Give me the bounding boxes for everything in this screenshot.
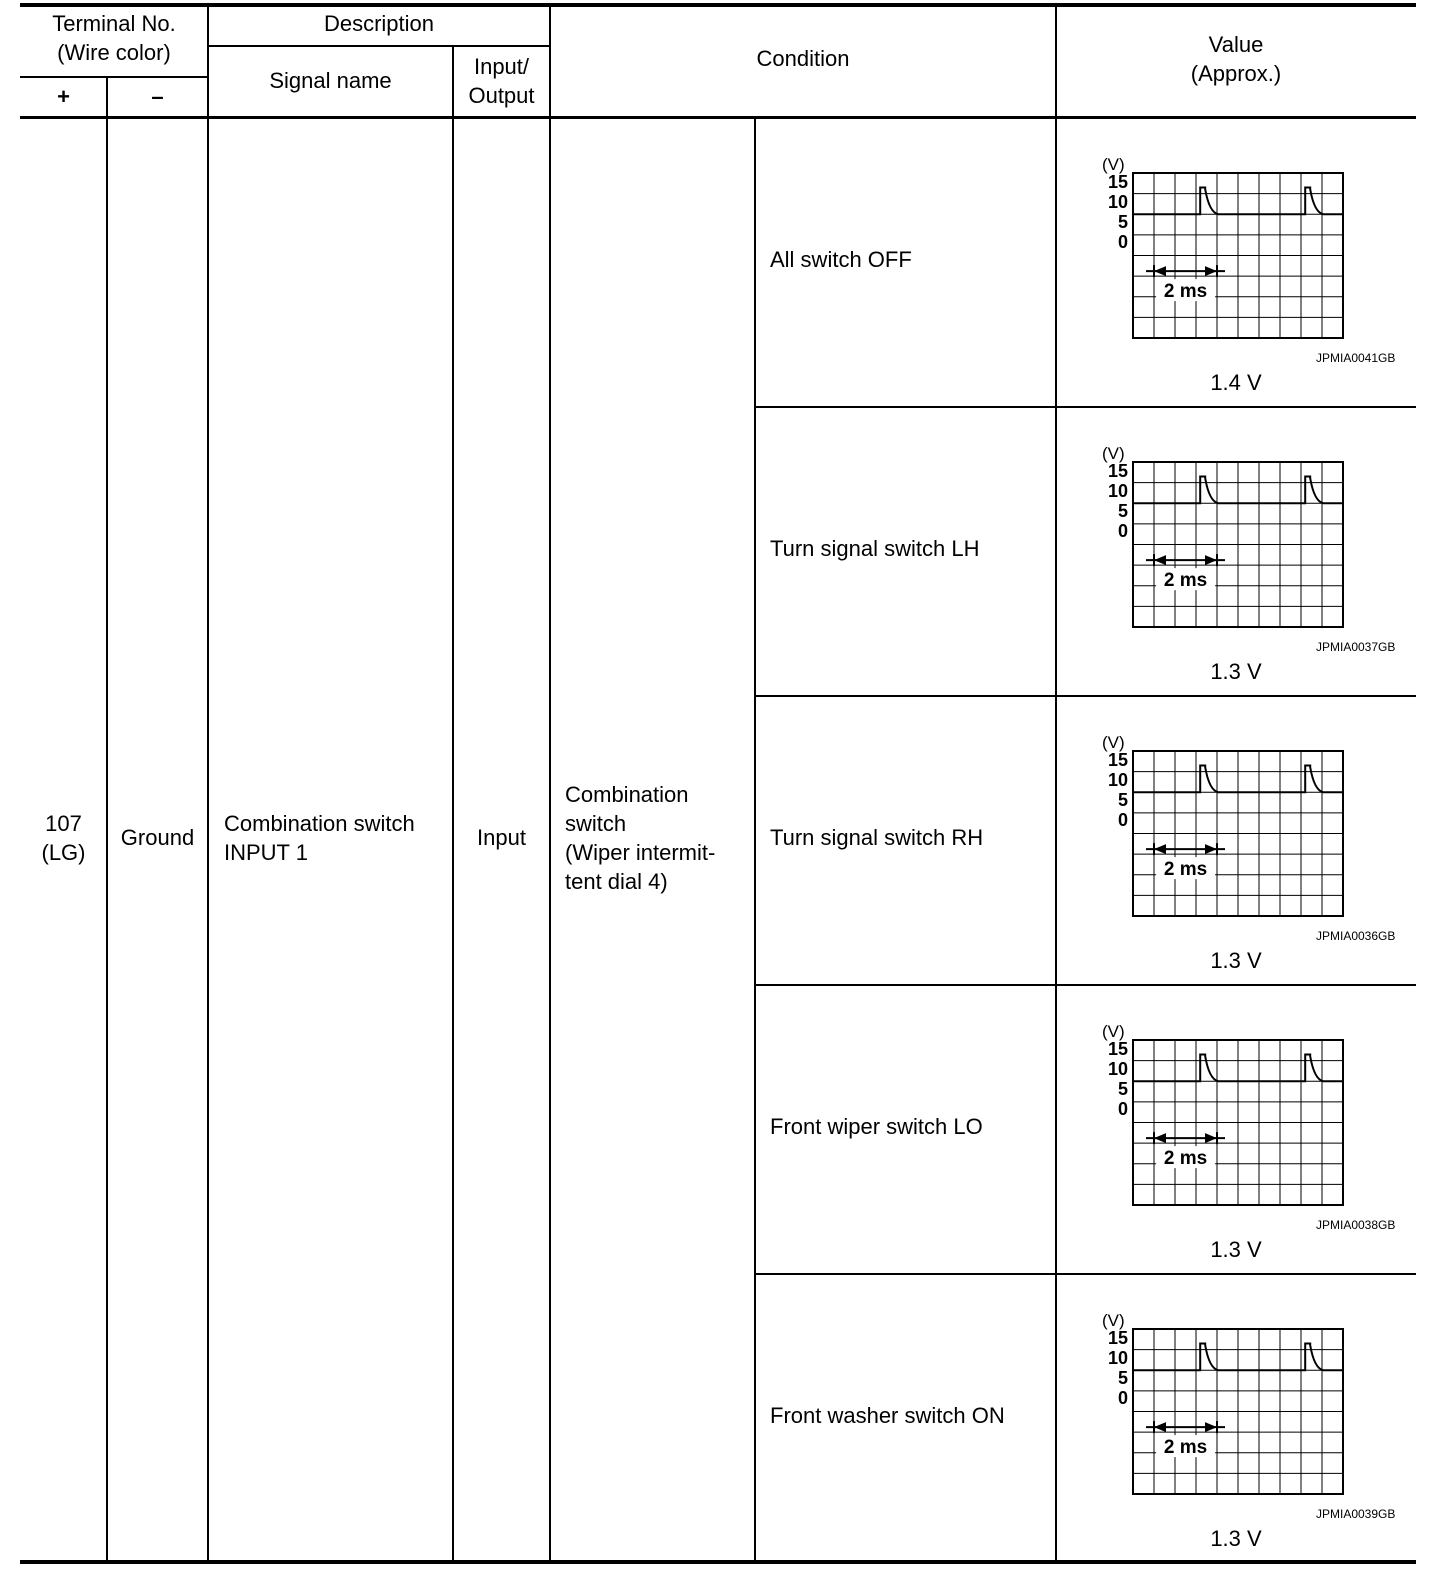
- y-tick-label: 0: [1117, 810, 1128, 830]
- time-arrow-left: [1154, 555, 1166, 565]
- header-plus: +: [57, 84, 70, 109]
- y-tick-label: 5: [1117, 1368, 1128, 1388]
- y-tick-label: 15: [1107, 1328, 1128, 1348]
- y-tick-label: 10: [1107, 770, 1128, 790]
- y-tick-label: 5: [1117, 501, 1128, 521]
- figure-code: JPMIA0036GB: [1316, 929, 1396, 943]
- sub-condition-label: Front washer switch ON: [770, 1403, 1005, 1428]
- unit-label: (V): [1102, 1311, 1125, 1330]
- time-label: 2 ms: [1163, 570, 1208, 592]
- y-tick-label: 5: [1117, 1079, 1128, 1099]
- sub-condition-label: Turn signal switch RH: [770, 825, 984, 850]
- time-label: 2 ms: [1163, 281, 1208, 303]
- y-tick-label: 5: [1117, 212, 1128, 232]
- y-tick-label: 15: [1107, 172, 1128, 192]
- figure-code: JPMIA0037GB: [1316, 640, 1396, 654]
- time-arrow-right: [1205, 1422, 1217, 1432]
- unit-label: (V): [1102, 155, 1125, 174]
- time-arrow-right: [1205, 266, 1217, 276]
- rule-under-wire-color: [20, 76, 208, 78]
- approx-value: 1.3 V: [1210, 1237, 1262, 1262]
- figure-code: JPMIA0039GB: [1316, 1507, 1396, 1521]
- header-terminal-no: Terminal No.: [52, 11, 176, 36]
- header-signal-name: Signal name: [269, 68, 392, 93]
- waveform-chart: [1096, 1022, 1346, 1210]
- header-description: Description: [323, 11, 435, 36]
- waveform-chart: [1096, 733, 1346, 921]
- terminal-plus-wire-color: (LG): [41, 840, 86, 865]
- col-divider-description-condition: [549, 5, 551, 1562]
- y-tick-label: 15: [1107, 461, 1128, 481]
- sub-condition-label: All switch OFF: [770, 247, 912, 272]
- sub-row-divider: [755, 406, 1416, 408]
- time-label: 2 ms: [1163, 859, 1208, 881]
- condition-line-4: tent dial 4): [565, 869, 668, 894]
- signal-name-line-1: Combination switch: [224, 811, 415, 836]
- figure-code: JPMIA0041GB: [1316, 351, 1396, 365]
- condition-line-3: (Wiper intermit-: [565, 840, 716, 865]
- header-input-output-1: Input/: [473, 54, 530, 79]
- approx-value: 1.3 V: [1210, 1526, 1262, 1551]
- rule-under-description: [208, 45, 550, 47]
- approx-value: 1.4 V: [1210, 370, 1262, 395]
- y-tick-label: 15: [1107, 1039, 1128, 1059]
- time-label: 2 ms: [1163, 1437, 1208, 1459]
- table-top-rule: [20, 3, 1416, 7]
- condition-line-2: switch: [565, 811, 627, 836]
- y-tick-label: 5: [1117, 790, 1128, 810]
- sub-row-divider: [755, 1273, 1416, 1275]
- sub-condition-label: Front wiper switch LO: [770, 1114, 983, 1139]
- header-condition: Condition: [756, 46, 850, 71]
- y-tick-label: 10: [1107, 1348, 1128, 1368]
- col-divider-terminal-description: [207, 5, 209, 1562]
- time-arrow-right: [1205, 555, 1217, 565]
- y-tick-label: 0: [1117, 1388, 1128, 1408]
- time-arrow-left: [1154, 1422, 1166, 1432]
- y-tick-label: 0: [1117, 232, 1128, 252]
- y-tick-label: 0: [1117, 1099, 1128, 1119]
- condition-line-1: Combination: [565, 782, 689, 807]
- io-value: Input: [477, 825, 526, 850]
- time-arrow-right: [1205, 1133, 1217, 1143]
- unit-label: (V): [1102, 733, 1125, 752]
- header-input-output-2: Output: [468, 83, 535, 108]
- col-divider-signal-io: [452, 45, 454, 1562]
- terminal-minus: Ground: [120, 825, 195, 850]
- y-tick-label: 10: [1107, 481, 1128, 501]
- y-tick-label: 10: [1107, 192, 1128, 212]
- time-arrow-left: [1154, 1133, 1166, 1143]
- y-tick-label: 10: [1107, 1059, 1128, 1079]
- y-tick-label: 0: [1117, 521, 1128, 541]
- header-bottom-rule: [20, 116, 1416, 119]
- waveform-chart: [1096, 1311, 1346, 1499]
- header-wire-color: (Wire color): [57, 40, 171, 65]
- table-bottom-rule: [20, 1560, 1416, 1564]
- time-arrow-left: [1154, 844, 1166, 854]
- y-tick-label: 15: [1107, 750, 1128, 770]
- terminal-table: [20, 0, 1416, 1588]
- unit-label: (V): [1102, 1022, 1125, 1041]
- sub-condition-label: Turn signal switch LH: [770, 536, 980, 561]
- header-minus: –: [151, 84, 164, 109]
- figure-code: JPMIA0038GB: [1316, 1218, 1396, 1232]
- approx-value: 1.3 V: [1210, 948, 1262, 973]
- time-label: 2 ms: [1163, 1148, 1208, 1170]
- time-arrow-left: [1154, 266, 1166, 276]
- header-value-1: Value: [1208, 32, 1264, 57]
- unit-label: (V): [1102, 444, 1125, 463]
- terminal-plus-number: 107: [45, 811, 82, 836]
- approx-value: 1.3 V: [1210, 659, 1262, 684]
- signal-name-line-2: INPUT 1: [224, 840, 308, 865]
- waveform-chart: [1096, 444, 1346, 632]
- time-arrow-right: [1205, 844, 1217, 854]
- col-divider-condition-value: [1055, 5, 1057, 1562]
- header-value-2: (Approx.): [1190, 61, 1282, 86]
- sub-row-divider: [755, 695, 1416, 697]
- col-divider-condition-sub: [754, 117, 756, 1562]
- waveform-chart: [1096, 155, 1346, 343]
- sub-row-divider: [755, 984, 1416, 986]
